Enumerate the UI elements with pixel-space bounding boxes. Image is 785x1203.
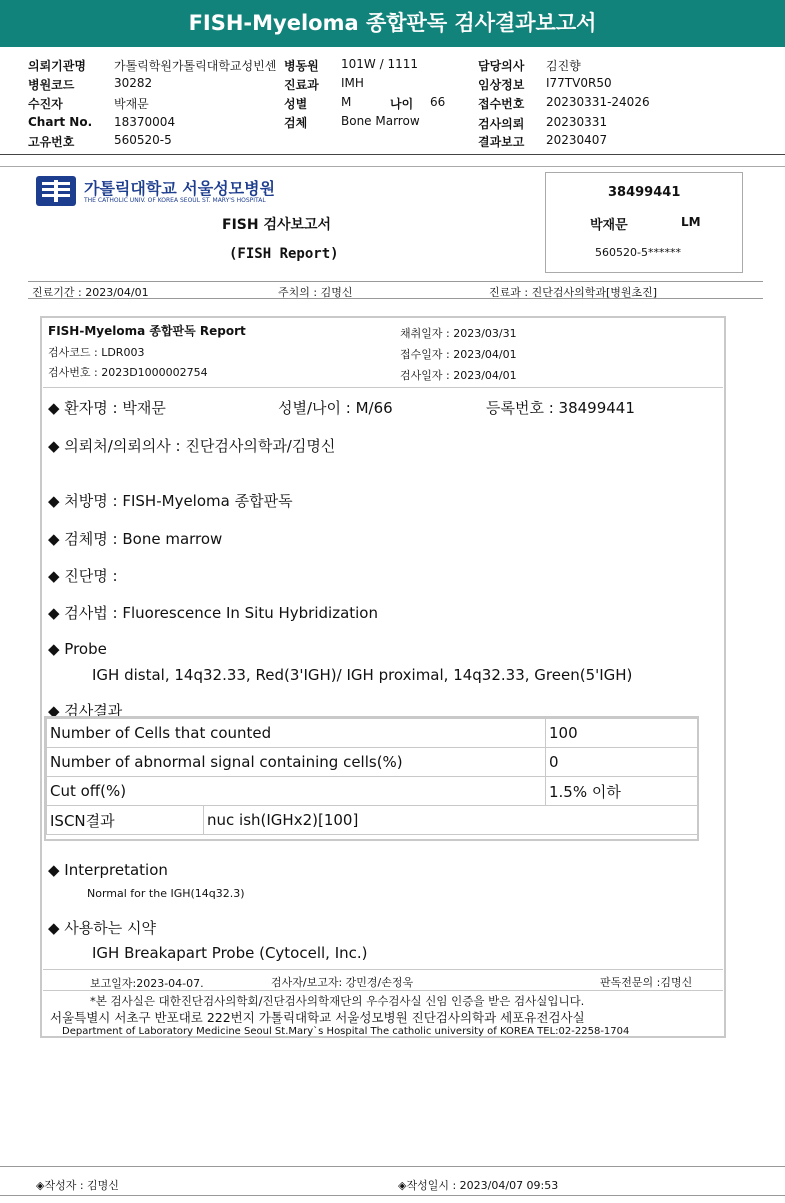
age-value: 66 bbox=[430, 95, 446, 109]
collect-date: 채취일자 : 2023/03/31 bbox=[400, 327, 517, 340]
table-row bbox=[47, 806, 699, 835]
registration-no: 등록번호 : 38499441 bbox=[486, 399, 635, 417]
iscn-value: nuc ish(IGHx2)[100] bbox=[204, 806, 699, 835]
patient-box-id: 560520-5****** bbox=[595, 246, 681, 259]
header-label: 검체 bbox=[284, 116, 308, 130]
result-value: 1.5% 이하 bbox=[546, 777, 699, 806]
result-key: Number of abnormal signal containing cells(%) bbox=[47, 748, 546, 777]
header-value: 20230407 bbox=[546, 133, 608, 147]
divider bbox=[28, 298, 763, 299]
certification: *본 검사실은 대한진단검사의학회/진단검사의학재단의 우수검사실 신임 인증을 받은 검사실입니다. bbox=[90, 994, 585, 1008]
iscn-label: ISCN결과 bbox=[47, 806, 204, 835]
hospital-name: 가톨릭대학교 서울성모병원 bbox=[84, 179, 276, 198]
test-date: 검사일자 : 2023/04/01 bbox=[400, 369, 517, 382]
probe-label: ◆ Probe bbox=[48, 640, 107, 658]
divider bbox=[0, 1166, 785, 1167]
header-label: 병동원 bbox=[284, 59, 319, 73]
patient-box-regno: 38499441 bbox=[608, 185, 681, 200]
patient-name: ◆ 환자명 : 박재문 bbox=[48, 399, 166, 417]
header-value: 김진향 bbox=[546, 59, 581, 73]
divider bbox=[0, 166, 785, 167]
table-row bbox=[47, 748, 699, 777]
report-code: 검사코드 : LDR003 bbox=[48, 346, 145, 359]
header-label: 검사의뢰 bbox=[478, 117, 525, 131]
report-name: FISH-Myeloma 종합판독 Report bbox=[48, 324, 246, 338]
result-label: ◆ 검사결과 bbox=[48, 702, 123, 720]
header-label: 진료과 bbox=[284, 78, 319, 92]
testers: 검사자/보고자: 강민경/손정욱 bbox=[271, 976, 414, 989]
header-value: 101W / 1111 bbox=[341, 57, 418, 71]
divider bbox=[43, 387, 723, 388]
header-label: Chart No. bbox=[28, 115, 93, 129]
header-value: 18370004 bbox=[114, 115, 176, 129]
receive-date: 접수일자 : 2023/04/01 bbox=[400, 348, 517, 361]
header-value: 20230331 bbox=[546, 115, 608, 129]
report-subtitle: (FISH Report) bbox=[229, 246, 339, 262]
header-label: 고유번호 bbox=[28, 135, 75, 149]
report-number: 검사번호 : 2023D1000002754 bbox=[48, 366, 208, 379]
table-row bbox=[47, 719, 699, 748]
probe-text: IGH distal, 14q32.33, Red(3'IGH)/ IGH proximal, 14q32.33, Green(5'IGH) bbox=[92, 666, 633, 684]
visit-dept: 진료과 : 진단검사의학과[병원초진] bbox=[489, 286, 658, 299]
address-en: Department of Laboratory Medicine Seoul St.Mary`s Hospital The catholic university of KOREA TEL:02-2258-1704 bbox=[62, 1026, 630, 1037]
interpretation-text: Normal for the IGH(14q32.3) bbox=[87, 887, 245, 900]
method: ◆ 검사법 : Fluorescence In Situ Hybridization bbox=[48, 604, 378, 622]
patient-box-code: LM bbox=[681, 215, 701, 229]
divider bbox=[0, 1195, 785, 1196]
header-value: Bone Marrow bbox=[341, 114, 420, 128]
header-value: M bbox=[341, 95, 352, 109]
header-value: 박재문 bbox=[114, 97, 149, 111]
writer: ◈작성자 : 김명신 bbox=[36, 1179, 119, 1192]
header-label: 의뢰기관명 bbox=[28, 59, 86, 73]
result-value: 100 bbox=[546, 719, 699, 748]
result-key: Cut off(%) bbox=[47, 777, 546, 806]
report-title: FISH 검사보고서 bbox=[222, 217, 332, 233]
header-value: 560520-5 bbox=[114, 133, 172, 147]
patient-box-name: 박재문 bbox=[590, 218, 628, 233]
header-value: IMH bbox=[341, 76, 364, 90]
header-value: I77TV0R50 bbox=[546, 76, 612, 90]
divider bbox=[28, 281, 763, 282]
page-title: FISH-Myeloma 종합판독 검사결과보고서 bbox=[188, 11, 597, 35]
header-value: 가톨릭학원가톨릭대학교성빈센 bbox=[114, 59, 277, 73]
divider bbox=[43, 969, 723, 970]
header-label: 결과보고 bbox=[478, 135, 525, 149]
age-label: 나이 bbox=[390, 97, 414, 111]
header-label: 성별 bbox=[284, 97, 308, 111]
visit-date: 진료기간 : 2023/04/01 bbox=[32, 286, 149, 299]
result-value: 0 bbox=[546, 748, 699, 777]
hospital-subname: THE CATHOLIC UNIV. OF KOREA SEOUL ST. MARY'S HOSPITAL bbox=[84, 197, 266, 204]
header-label: 병원코드 bbox=[28, 78, 75, 92]
interpretation-label: ◆ Interpretation bbox=[48, 861, 168, 879]
report-date: 보고일자:2023-04-07. bbox=[90, 977, 204, 990]
header-value: 20230331-24026 bbox=[546, 95, 650, 109]
visit-doctor: 주치의 : 김명신 bbox=[278, 286, 353, 299]
specimen: ◆ 검체명 : Bone marrow bbox=[48, 530, 223, 548]
table-row bbox=[47, 777, 699, 806]
reagent-label: ◆ 사용하는 시약 bbox=[48, 919, 157, 937]
result-table bbox=[46, 718, 699, 835]
requester: ◆ 의뢰처/의뢰의사 : 진단검사의학과/김명신 bbox=[48, 437, 336, 455]
sex-age: 성별/나이 : M/66 bbox=[278, 399, 393, 417]
diagnosis: ◆ 진단명 : bbox=[48, 567, 118, 585]
header-label: 접수번호 bbox=[478, 97, 525, 111]
prescription: ◆ 처방명 : FISH-Myeloma 종합판독 bbox=[48, 492, 293, 510]
divider bbox=[0, 154, 785, 155]
hospital-logo-icon bbox=[36, 176, 76, 206]
header-label: 담당의사 bbox=[478, 59, 525, 73]
reader: 판독전문의 :김명신 bbox=[600, 976, 693, 989]
reagent-text: IGH Breakapart Probe (Cytocell, Inc.) bbox=[92, 944, 368, 962]
header-value: 30282 bbox=[114, 76, 153, 90]
header-label: 수진자 bbox=[28, 97, 63, 111]
header-label: 임상정보 bbox=[478, 78, 525, 92]
result-key: Number of Cells that counted bbox=[47, 719, 546, 748]
address-ko: 서울특별시 서초구 반포대로 222번지 가톨릭대학교 서울성모병원 진단검사의학과 세포유전검사실 bbox=[50, 1010, 585, 1025]
written-date: ◈작성일시 : 2023/04/07 09:53 bbox=[398, 1179, 559, 1192]
divider bbox=[43, 990, 723, 991]
